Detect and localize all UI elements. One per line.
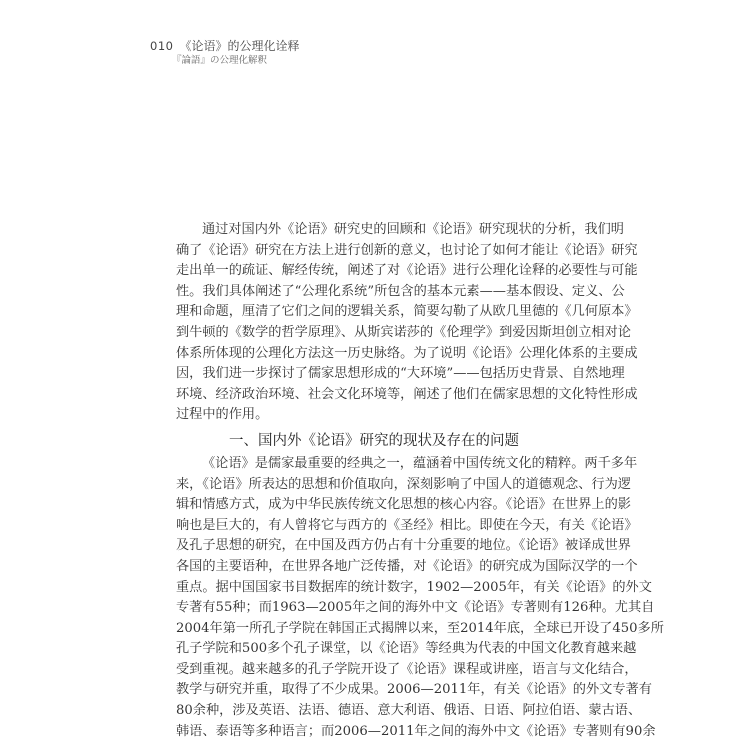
text-line: 韩语、泰语等多种语言；而2006—2011年之间的海外中文《论语》专著则有90余 — [176, 723, 656, 739]
text-line: 辑和情感方式，成为中华民族传统文化思想的核心内容。《论语》在世界上的影 — [176, 497, 631, 513]
text-line: 教学与研究并重，取得了不少成果。2006—2011年，有关《论语》的外文专著有 — [176, 682, 652, 698]
page-body — [176, 220, 664, 742]
text-line: 过程中的作用。 — [176, 407, 269, 423]
page-number: 010 — [150, 39, 174, 53]
text-line: 通过对国内外《论语》研究史的回顾和《论语》研究现状的分析，我们明 — [202, 222, 624, 237]
book-subtitle: 『論語』の公理化解釈 — [172, 55, 268, 66]
header-title-line — [150, 39, 450, 53]
text-line: 《论语》是儒家最重要的经典之一，蕴涵着中国传统文化的精粹。两千多年 — [202, 455, 638, 471]
text-line: 及孔子思想的研究，在中国及西方仍占有十分重要的地位。《论语》被译成世界 — [176, 538, 631, 554]
text-line: 专著有55种；而1963—2005年之间的海外中文《论语》专著则有126种。尤其自 — [176, 600, 655, 616]
text-line: 理和命题，厘清了它们之间的逻辑关系，简要勾勒了从欧几里德的《几何原本》 — [176, 304, 638, 320]
text-line: 到牛顿的《数学的哲学原理》、从斯宾诺莎的《伦理学》到爱因斯坦创立相对论 — [176, 324, 631, 340]
text-line: 性。我们具体阐述了“公理化系统”所包含的基本元素——基本假设、定义、公 — [176, 283, 625, 299]
text-line: 因，我们进一步探讨了儒家思想形成的“大环境”——包括历史背景、自然地理 — [176, 366, 625, 382]
book-title: 《论语》的公理化诠释 — [179, 39, 300, 53]
intro-paragraph — [176, 220, 638, 426]
text-line: 重点。据中国国家书目数据库的统计数字，1902—2005年，有关《论语》的外文 — [176, 579, 652, 595]
text-line: 体系所体现的公理化方法这一历史脉络。为了说明《论语》公理化体系的主要成 — [176, 345, 638, 361]
text-line: 来，《论语》所表达的思想和价值取向，深刻影响了中国人的道德观念、行为逻 — [176, 476, 631, 492]
section-heading: 一、国内外《论语》研究的现状及存在的问题 — [229, 432, 519, 449]
text-line: 孔子学院和500多个孔子课堂，以《论语》等经典为代表的中国文化教育越来越 — [176, 641, 637, 657]
text-line: 2004年第一所孔子学院在韩国正式揭牌以来，至2014年底，全球已开设了450多所 — [176, 620, 664, 636]
text-line: 确了《论语》研究在方法上进行创新的意义，也讨论了如何才能让《论语》研究 — [176, 242, 638, 258]
running-header — [150, 39, 450, 67]
text-line: 走出单一的疏证、解经传统，阐述了对《论语》进行公理化诠释的必要性与可能 — [176, 263, 638, 279]
section-paragraph — [176, 454, 664, 742]
text-line: 受到重视。越来越多的孔子学院开设了《论语》课程或讲座，语言与文化结合， — [176, 661, 638, 677]
text-line: 80余种，涉及英语、法语、德语、意大利语、俄语、日语、阿拉伯语、蒙古语、 — [176, 703, 642, 719]
text-line: 各国的主要语种，在世界各地广泛传播，对《论语》的研究成为国际汉学的一个 — [176, 558, 638, 574]
text-line: 环境、经济政治环境、社会文化环境等，阐述了他们在儒家思想的文化特性形成 — [176, 386, 638, 402]
text-line: 响也是巨大的，有人曾将它与西方的《圣经》相比。即使在今天，有关《论语》 — [176, 517, 638, 533]
